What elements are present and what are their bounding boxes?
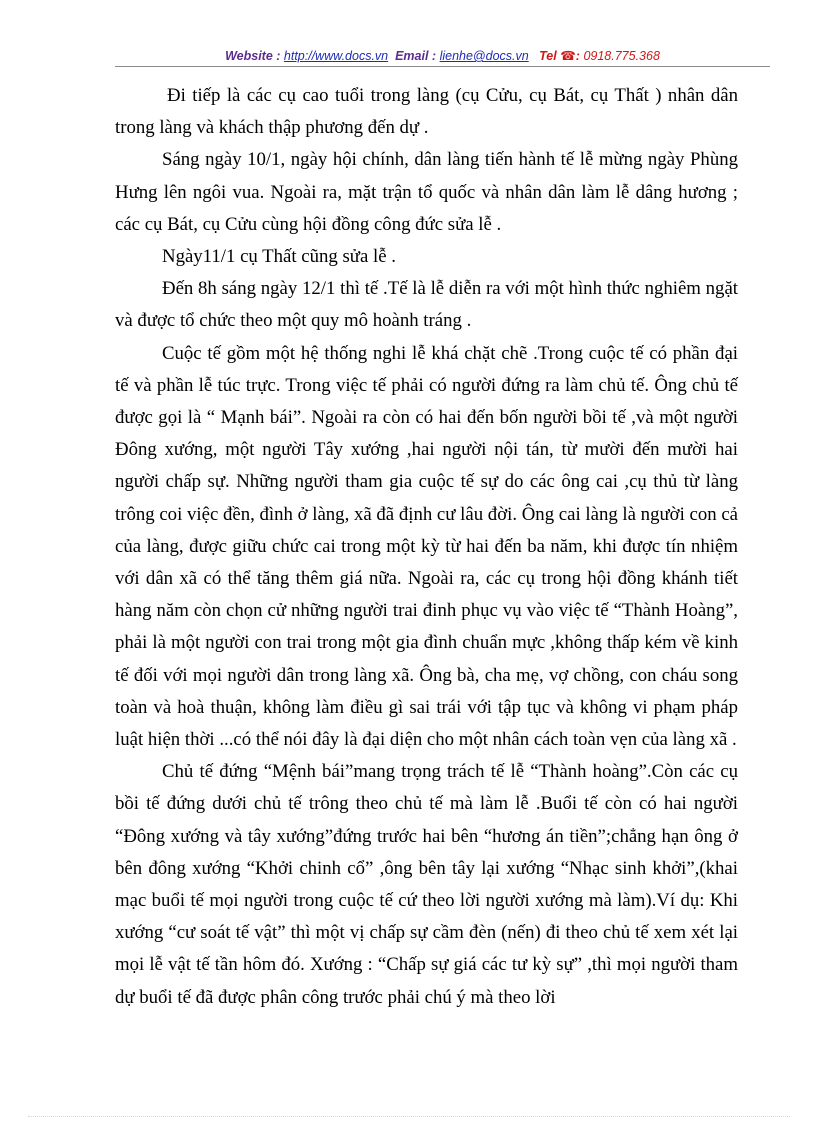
tel-number: 0918.775.368 <box>583 49 660 63</box>
header-divider <box>115 66 770 67</box>
email-label: Email <box>395 49 429 63</box>
paragraph-6: Chủ tế đứng “Mệnh bái”mang trọng trách tế lễ “Thành hoàng”.Còn các cụ bồi tế đứng dưới chủ tế trông theo chủ tế mà làm lễ .Buổi tế còn có hai người “Đông xướng và tây xướng”đứng trước hai bên “hương án tiền”;chẳng hạn ông ở bên đông xướng “Khởi chinh cổ” ,ông bên tây lại xướng “Nhạc sinh khởi”,(khai mạc buổi tế mọi người trong cuộc tế cứ theo lời người xướng mà làm).Ví dụ: Khi xướng “cư soát tế vật” thì một vị chấp sự cầm đèn (nến) đi theo chủ tế xem xét lại mọi lễ vật tế tần hôm đó. Xướng : “Chấp sự giá các tư kỳ sự” ,thì mọi người tham dự buổi tế đã được phân công trước phải chú ý mà theo lời <box>115 761 738 1008</box>
website-link[interactable]: http://www.docs.vn <box>283 49 389 63</box>
paragraph-3: Ngày11/1 cụ Thất cũng sửa lễ . <box>162 246 396 268</box>
page-header <box>115 46 770 68</box>
paragraph-2: Sáng ngày 10/1, ngày hội chính, dân làng tiến hành tế lễ mừng ngày Phùng Hưng lên ngôi vua. Ngoài ra, mặt trận tổ quốc và nhân dân làm lễ dâng hương ; các cụ Bát, cụ Cửu cùng hội đồng công đức sửa lễ . <box>115 149 738 235</box>
email-separator: : <box>428 49 437 63</box>
paragraph-5: Cuộc tế gồm một hệ thống nghi lễ khá chặt chẽ .Trong cuộc tế có phần đại tế và phần lễ túc trực. Trong việc tế phải có người đứng ra làm chủ tế. Ông chủ tế được gọi là “ Mạnh bái”. Ngoài ra còn có hai đến bốn người bồi tế ,và một người Đông xướng, một người Tây xướng ,hai người nội tán, từ mười đến mười hai người chấp sự. Những người tham gia cuộc tế sự do các ông cai ,cụ thủ từ làng trông coi việc đền, đình ở làng, xã đã định cư lâu đời. Ông cai làng là người con cả của làng, được giữu chức cai trong một kỳ từ hai đến ba năm, khi được tín nhiệm với dân xã có thể tăng thêm giá nữa. Ngoài ra, các cụ trong hội đồng khánh tiết hàng năm còn chọn cử những người trai đinh phục vụ vào việc tế “Thành Hoàng”, phải là một người con trai trong một gia đình chuẩn mực ,không thấp kém về kinh tế đối với mọi người dân trong làng xã. Ông bà, cha mẹ, vợ chồng, con cháu song toàn và hoà thuận, không làm điều gì sai trái với tập tục và không vi phạm pháp luật hiện thời ...có thể nói đây là đại diện cho một nhân cách toàn vẹn của làng xã . <box>115 342 738 751</box>
tel-separator: : <box>575 49 580 63</box>
tel-label: Tel <box>539 49 557 63</box>
paragraph-4: Đến 8h sáng ngày 12/1 thì tế .Tế là lễ diễn ra với một hình thức nghiêm ngặt và được tổ chức theo một quy mô hoành tráng . <box>115 278 738 332</box>
website-label: Website : <box>225 49 281 63</box>
email-link[interactable]: lienhe@docs.vn <box>439 49 529 63</box>
paragraph-1: Đi tiếp là các cụ cao tuổi trong làng (cụ Cửu, cụ Bát, cụ Thất ) nhân dân trong làng và khách thập phương đến dự . <box>115 85 738 139</box>
phone-icon: ☎ <box>560 49 576 63</box>
footer-divider <box>28 1116 790 1117</box>
document-body <box>115 80 738 1014</box>
